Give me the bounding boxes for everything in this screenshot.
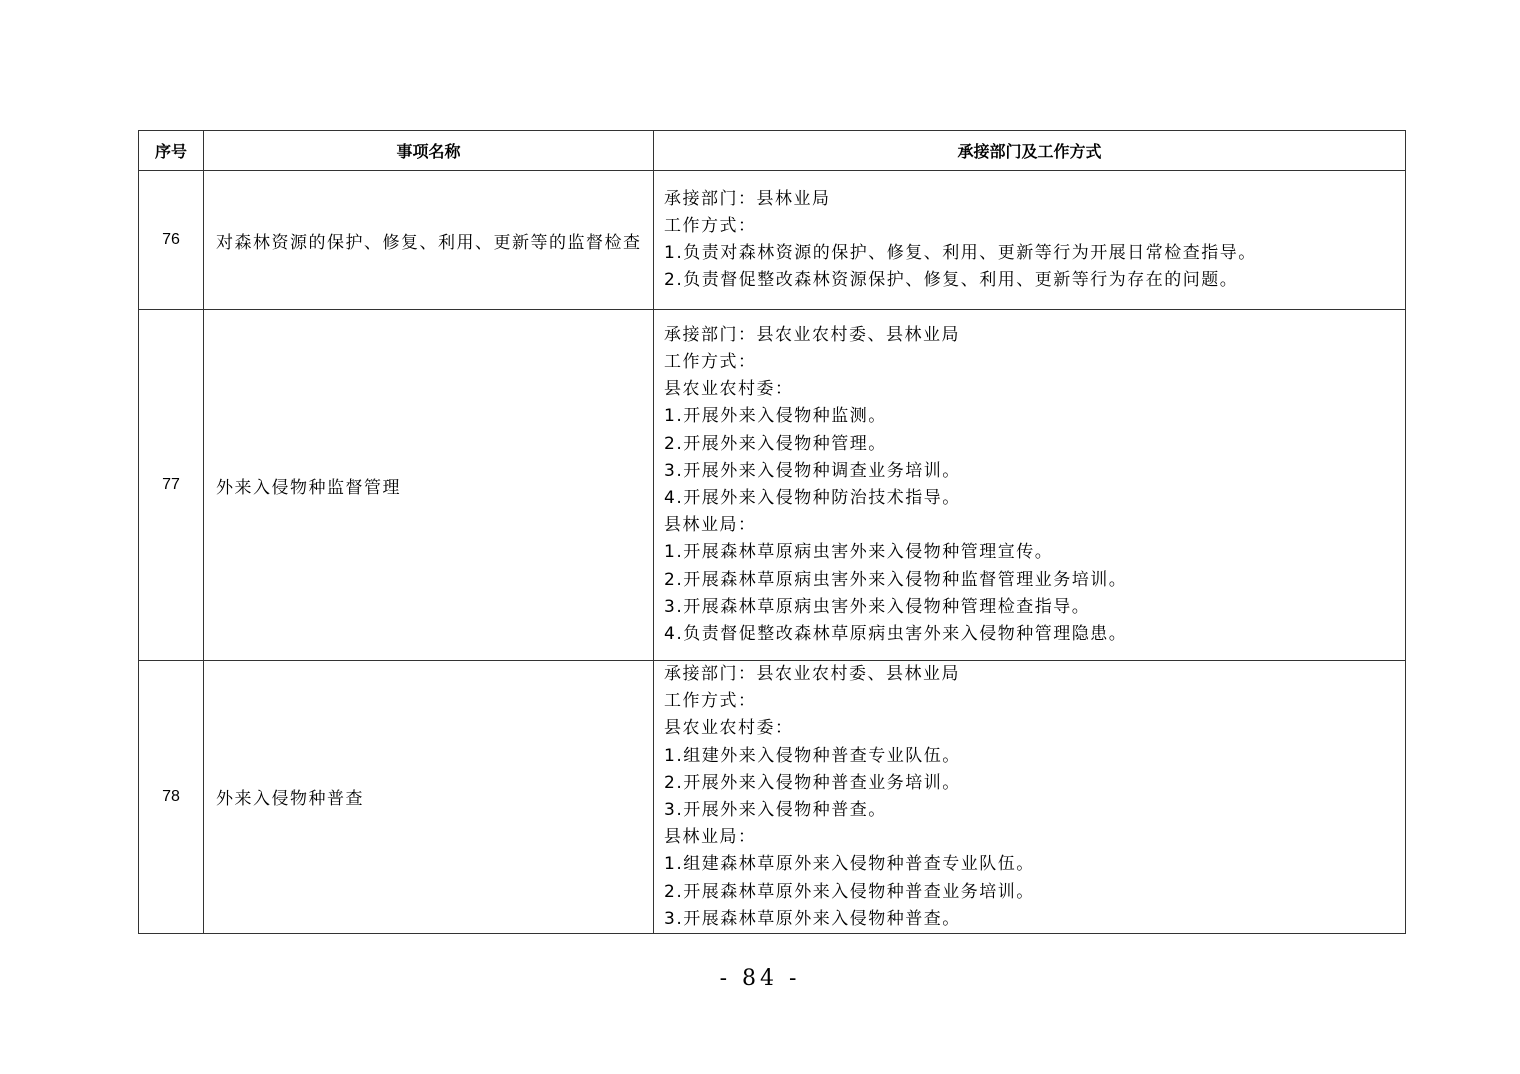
text-line: 承接部门：县林业局 xyxy=(664,188,831,209)
department-method-cell xyxy=(654,310,1406,661)
text-line: 县林业局： xyxy=(664,515,757,536)
text-line: 4.开展外来入侵物种防治技术指导。 xyxy=(664,488,961,508)
header-row xyxy=(139,131,1406,171)
text-line: 1.负责对森林资源的保护、修复、利用、更新等行为开展日常检查指导。 xyxy=(664,243,1257,263)
department-method-cell xyxy=(654,661,1406,934)
text-line: 2.开展森林草原外来入侵物种普查业务培训。 xyxy=(664,881,1035,902)
text-line: 3.开展森林草原病虫害外来入侵物种管理检查指导。 xyxy=(664,596,1091,617)
header-item-name: 事项名称 xyxy=(204,131,654,171)
table-row xyxy=(139,661,1406,934)
header-department-method: 承接部门及工作方式 xyxy=(654,131,1406,171)
text-line: 3.开展森林草原外来入侵物种普查。 xyxy=(664,908,961,929)
header-number: 序号 xyxy=(139,131,204,171)
text-line: 4.负责督促整改森林草原病虫害外来入侵物种管理隐患。 xyxy=(664,623,1128,644)
text-line: 1.组建森林草原外来入侵物种普查专业队伍。 xyxy=(664,854,1035,875)
text-line: 承接部门：县农业农村委、县林业局 xyxy=(664,664,960,684)
text-line: 县农业农村委： xyxy=(664,718,794,739)
row-number: 76 xyxy=(139,171,204,310)
text-line: 县林业局： xyxy=(664,827,757,848)
text-line: 县农业农村委： xyxy=(664,379,794,400)
text-line: 2.开展外来入侵物种普查业务培训。 xyxy=(664,772,961,793)
items-table xyxy=(138,130,1406,934)
item-name: 外来入侵物种普查 xyxy=(204,661,654,934)
table-row xyxy=(139,310,1406,661)
page-number: - 84 - xyxy=(719,966,801,991)
text-line: 2.负责督促整改森林资源保护、修复、利用、更新等行为存在的问题。 xyxy=(664,270,1239,291)
item-name: 对森林资源的保护、修复、利用、更新等的监督检查 xyxy=(204,171,654,310)
row-number: 78 xyxy=(139,661,204,934)
text-line: 3.开展外来入侵物种普查。 xyxy=(664,799,887,820)
text-line: 工作方式： xyxy=(664,691,757,712)
text-line: 2.开展外来入侵物种管理。 xyxy=(664,433,887,454)
text-line: 3.开展外来入侵物种调查业务培训。 xyxy=(664,460,961,481)
text-line: 工作方式： xyxy=(664,215,757,236)
row-number: 77 xyxy=(139,310,204,661)
item-name: 外来入侵物种监督管理 xyxy=(204,310,654,661)
text-line: 1.组建外来入侵物种普查专业队伍。 xyxy=(664,745,961,766)
text-line: 1.开展外来入侵物种监测。 xyxy=(664,406,887,427)
text-line: 承接部门：县农业农村委、县林业局 xyxy=(664,324,960,345)
text-line: 2.开展森林草原病虫害外来入侵物种监督管理业务培训。 xyxy=(664,569,1128,590)
table-row xyxy=(139,171,1406,310)
department-method-cell xyxy=(654,171,1406,310)
text-line: 1.开展森林草原病虫害外来入侵物种管理宣传。 xyxy=(664,542,1054,563)
text-line: 工作方式： xyxy=(664,352,757,373)
